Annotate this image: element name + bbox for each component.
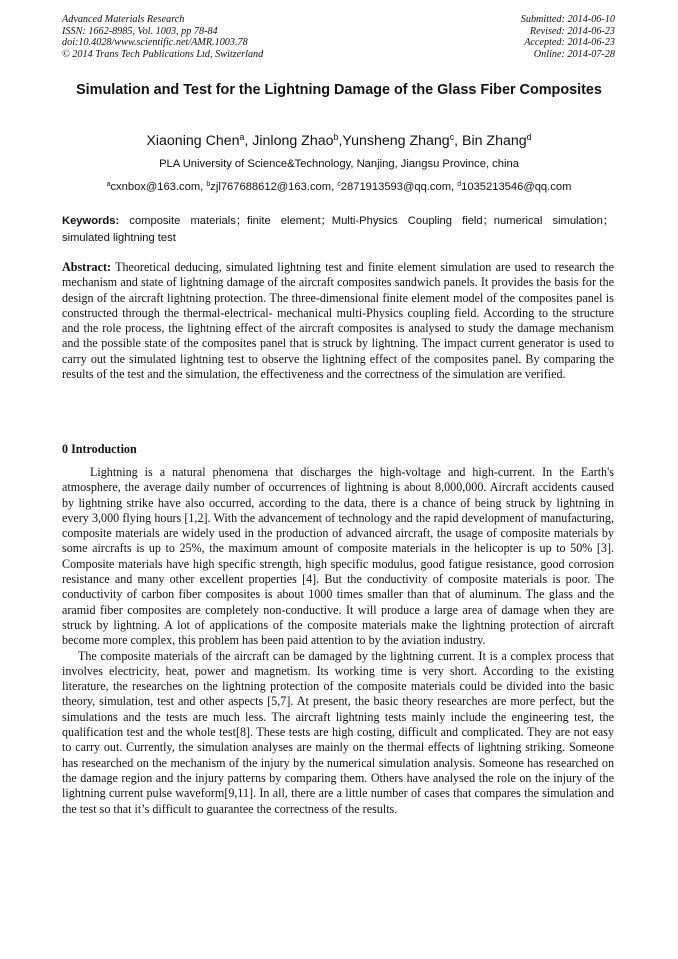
affiliation: PLA University of Science&Technology, Nanjing, Jiangsu Province, china [159,158,519,170]
journal-name: Advanced Materials Research [62,14,185,25]
journal-issn: ISSN: 1662-8985, Vol. 1003, pp 78-84 [62,25,218,37]
abstract-label: Abstract: [62,260,112,274]
author-mark: c [449,132,455,143]
date-submitted: Submitted: 2014-06-10 [520,14,615,25]
date-online: Online: 2014-07-28 [533,48,615,60]
date-accepted: Accepted: 2014-06-23 [524,37,615,49]
author-name: Xiaoning Chen [146,133,240,149]
email-link[interactable]: zjl767688612@163.com [210,181,332,193]
email-separator: , [451,181,458,193]
author-mark: b [333,132,339,143]
email-link[interactable]: cxnbox@163.com [110,181,201,193]
abstract-block [62,260,614,382]
introduction-body [62,465,614,817]
keywords-block [62,213,614,247]
author-separator: , [244,133,253,149]
journal-copyright: © 2014 Trans Tech Publications Ltd, Switzerland [62,48,264,60]
paper-title: Simulation and Test for the Lightning Damage of the Glass Fiber Composites [76,82,602,98]
author-mark: a [239,132,245,143]
email-link[interactable]: 2871913593@qq.com [340,181,452,193]
email-separator: , [331,181,338,193]
author-separator: , [454,133,462,149]
email-link[interactable]: 1035213546@qq.com [461,181,572,193]
body-paragraph: The composite materials of the aircraft can be damaged by the lightning current. It is a complex process that involves electricity, heat, power and magnetism. Its working time is very short. According to the existing literature, the researches on the lightning protection of the composite materials could be divided into the basic theory, simulation, test and other aspects [5,7]. At present, the basic theory researches are more perfect, but the simulations and the tests are much less. The aircraft lightning tests mainly include the engineering test, the qualification test and the whole test[8]. These tests are high costing, difficult and complicated. They are not easy to carry out. Currently, the simulation analyses are mainly on the thermal effects of lightning striking. Someone has researched on the mechanism of the injury by the numerical simulation analysis. Someone has researched on the damage region and the injury patterns by comparing them. Others have analysed the role on the injury of the lightning current pulse waveform[9,11]. In all, there are a little number of cases that compares the simulation and the test so that it’s difficult to guarantee the correctness of the results. [62,648,614,816]
section-heading: 0 Introduction [62,442,137,456]
journal-doi: doi:10.4028/www.scientific.net/AMR.1003.78 [62,37,248,49]
author-name: Yunsheng Zhang [342,133,450,149]
keywords-text: composite materials；finite element；Multi-Physics Coupling field；numerical simulation；simulated lightning test [62,215,614,244]
author-name: Bin Zhang [461,133,527,149]
journal-info [62,14,263,60]
email-separator: , [200,181,207,193]
email-mark: c [337,181,341,189]
body-paragraph: Lightning is a natural phenomena that discharges the high-voltage and high-current. In the Earth's atmosphere, the average daily number of occurrences of lightning is about 8,000,000. Aircraft accidents caused by lightning strike have also occurred, according to the data, there is a chance of being struck by lightning in every 3,000 flying hours [1,2]. With the advancement of technology and the rapid development of manufacturing, composite materials are widely used in the production of advanced aircraft, the usage of composite materials by some aircrafts is up to 25%, the maximum amount of composite materials in the helicopter is up to 50% [3]. Composite materials have high specific strength, high specific modulus, good fatigue resistance, good corrosion resistance and many other excellent properties [4]. But the conductivity of composite materials is poor. The conductivity of carbon fiber composites is about 1000 times smaller than that of aluminum. The glass and the aramid fiber composites are completely non-conductive. It will produce a large area of damage when they are struck by lightning. A lot of applications of the composite materials make the lightning protection of aircraft become more complex, this problem has been paid attention to by the aviation industry. [62,465,614,648]
publication-dates [521,14,615,60]
author-list [62,132,616,150]
email-list [62,180,616,195]
date-revised: Revised: 2014-06-23 [529,25,615,37]
author-mark: d [526,132,532,143]
email-mark: d [457,181,462,189]
email-mark: a [106,181,111,189]
keywords-label: Keywords: [62,215,120,227]
author-separator: , [338,133,343,149]
abstract-text: Theoretical deducing, simulated lightning test and finite element simulation are used to research the mechanism and state of lightning damage of the aircraft composites sandwich panels. It provides the basis for the design of the aircraft lightning protection. The three-dimensional finite element model of the composites panel is constructed through the thermal-electrical- mechanical multi-Physics coupling field. According to the structure and the role process, the lightning effect of the aircraft composites is analysed to study the damage mechanism and the possible state of the composites panel that is struck by lightning. The impact current generator is used to carry out the simulated lightning test to observe the lightning effect of the composites panel. By comparing the results of the test and the simulation, the effectiveness and the correctness of the simulation are verified. [62,260,614,382]
email-mark: b [206,181,211,189]
author-name: Jinlong Zhao [252,133,334,149]
